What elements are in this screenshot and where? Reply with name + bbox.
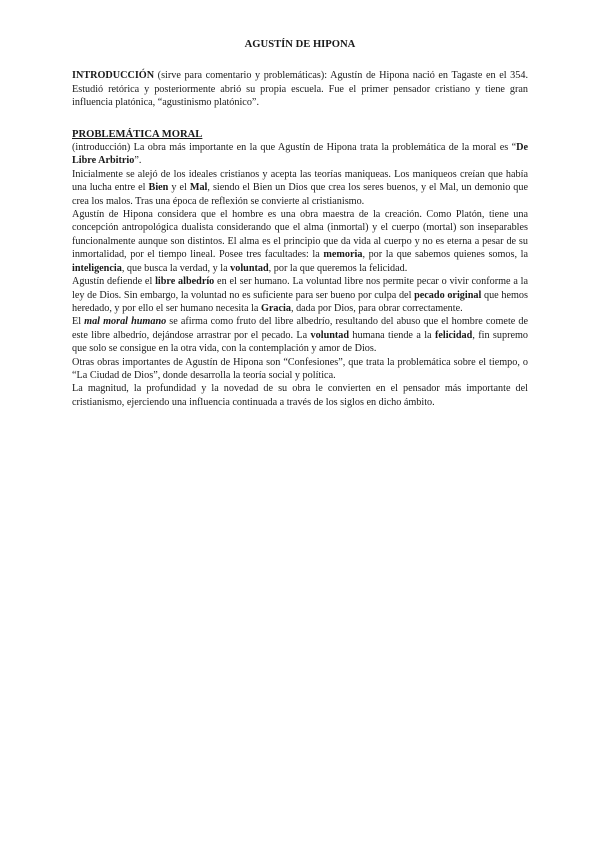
bold-term: Gracia: [260, 302, 291, 314]
text-run: ”.: [134, 155, 142, 167]
bold-term: voluntad: [230, 262, 269, 274]
text-run: Agustín defiende el: [72, 276, 156, 288]
intro-text: (sirve para comentario y problemáticas): Agustín de Hipona nació en Tagaste en el 354. Estudió retórica y posteriormente abrió su propia escuela. Fue el primer pensador cristiano y tiene gran influencia platónica, “agustinismo platónico”.: [72, 70, 528, 109]
text-run: , fin supremo que solo se consigue en la otra vida, con la contemplación y amor de Dios.: [72, 329, 529, 355]
text-run: , que busca la verdad, y la: [121, 262, 231, 274]
text-run: Agustín de Hipona considera que el hombre es una obra maestra de la creación. Como Platón, tiene una concepción antropológica dualista considerando que el alma (inmortal) y el cuerpo (mortal) son inseparables funcionalmente aunque son distintos. El alma es el principio que da vida al cuerpo y no es eterna a pesar de su inmortalidad, por el tiempo lineal. Posee tres facultades: la: [72, 209, 528, 261]
document-page: [72, 38, 528, 409]
bold-term: Bien: [148, 182, 169, 194]
bold-term: pecado original: [414, 289, 482, 301]
text-run: y el: [168, 182, 190, 194]
text-run: , por la que queremos la felicidad.: [268, 262, 408, 274]
bold-term: Mal: [189, 182, 208, 194]
section-heading: PROBLEMÁTICA MORAL: [72, 128, 203, 140]
bold-term: De Libre Arbitrio: [72, 142, 528, 167]
paragraph-6: Otras obras importantes de Agustín de Hipona son “Confesiones”, que trata la problemática sobre el tiempo, o “La Ciudad de Dios”, donde desarrolla la teoría social y política.: [72, 356, 528, 381]
paragraph-5: [72, 315, 528, 355]
bold-term: memoria: [323, 249, 363, 261]
intro-label: INTRODUCCIÓN: [72, 70, 155, 82]
paragraph-2: [72, 168, 528, 208]
text-run: Inicialmente se alejó de los ideales cristianos y acepta las teorías maniqueas. Los maniqueos creían que había una lucha entre el: [72, 168, 528, 194]
paragraph-7: La magnitud, la profundidad y la novedad de su obra le convierten en el pensador más importante del cristianismo, ejerciendo una influencia continuada a través de los siglos en dicho ámbito.: [72, 383, 528, 408]
intro-paragraph: [72, 69, 528, 109]
bold-term: felicidad: [434, 329, 473, 341]
text-run: humana tiende a la: [349, 329, 435, 341]
text-run: (introducción) La obra más importante en la que Agustín de Hipona trata la problemática de la moral es “: [72, 142, 517, 154]
text-run: en el ser humano. La voluntad libre nos permite pecar o vivir conforme a la ley de Dios. Sin embargo, la voluntad no es suficiente para ser bueno por culpa del: [72, 276, 528, 301]
bold-term: libre albedrío: [155, 276, 215, 288]
text-run: que hemos heredado, y por ello el ser humano necesita la: [72, 289, 528, 314]
bold-term: inteligencia: [72, 262, 122, 274]
document-title: AGUSTÍN DE HIPONA: [244, 39, 356, 50]
bold-term: mal moral humano: [84, 316, 167, 328]
paragraph-3: [72, 208, 528, 275]
paragraph-4: [72, 275, 528, 315]
text-run: , por la que sabemos quienes somos, la: [362, 249, 528, 261]
paragraph-1: [72, 141, 528, 168]
text-run: se afirma como fruto del libre albedrío, resultando del abuso que el hombre comete de este libre albedrío, dejándose arrastrar por el pecado. La: [72, 316, 529, 341]
text-run: , siendo el Bien un Dios que crea los seres buenos, y el Mal, un demonio que crea los malos. Tras una época de reflexión se convierte al cristianismo.: [72, 182, 529, 207]
bold-term: voluntad: [310, 329, 350, 341]
text-run: El: [72, 316, 85, 328]
text-run: , dada por Dios, para obrar correctamente.: [290, 302, 463, 314]
